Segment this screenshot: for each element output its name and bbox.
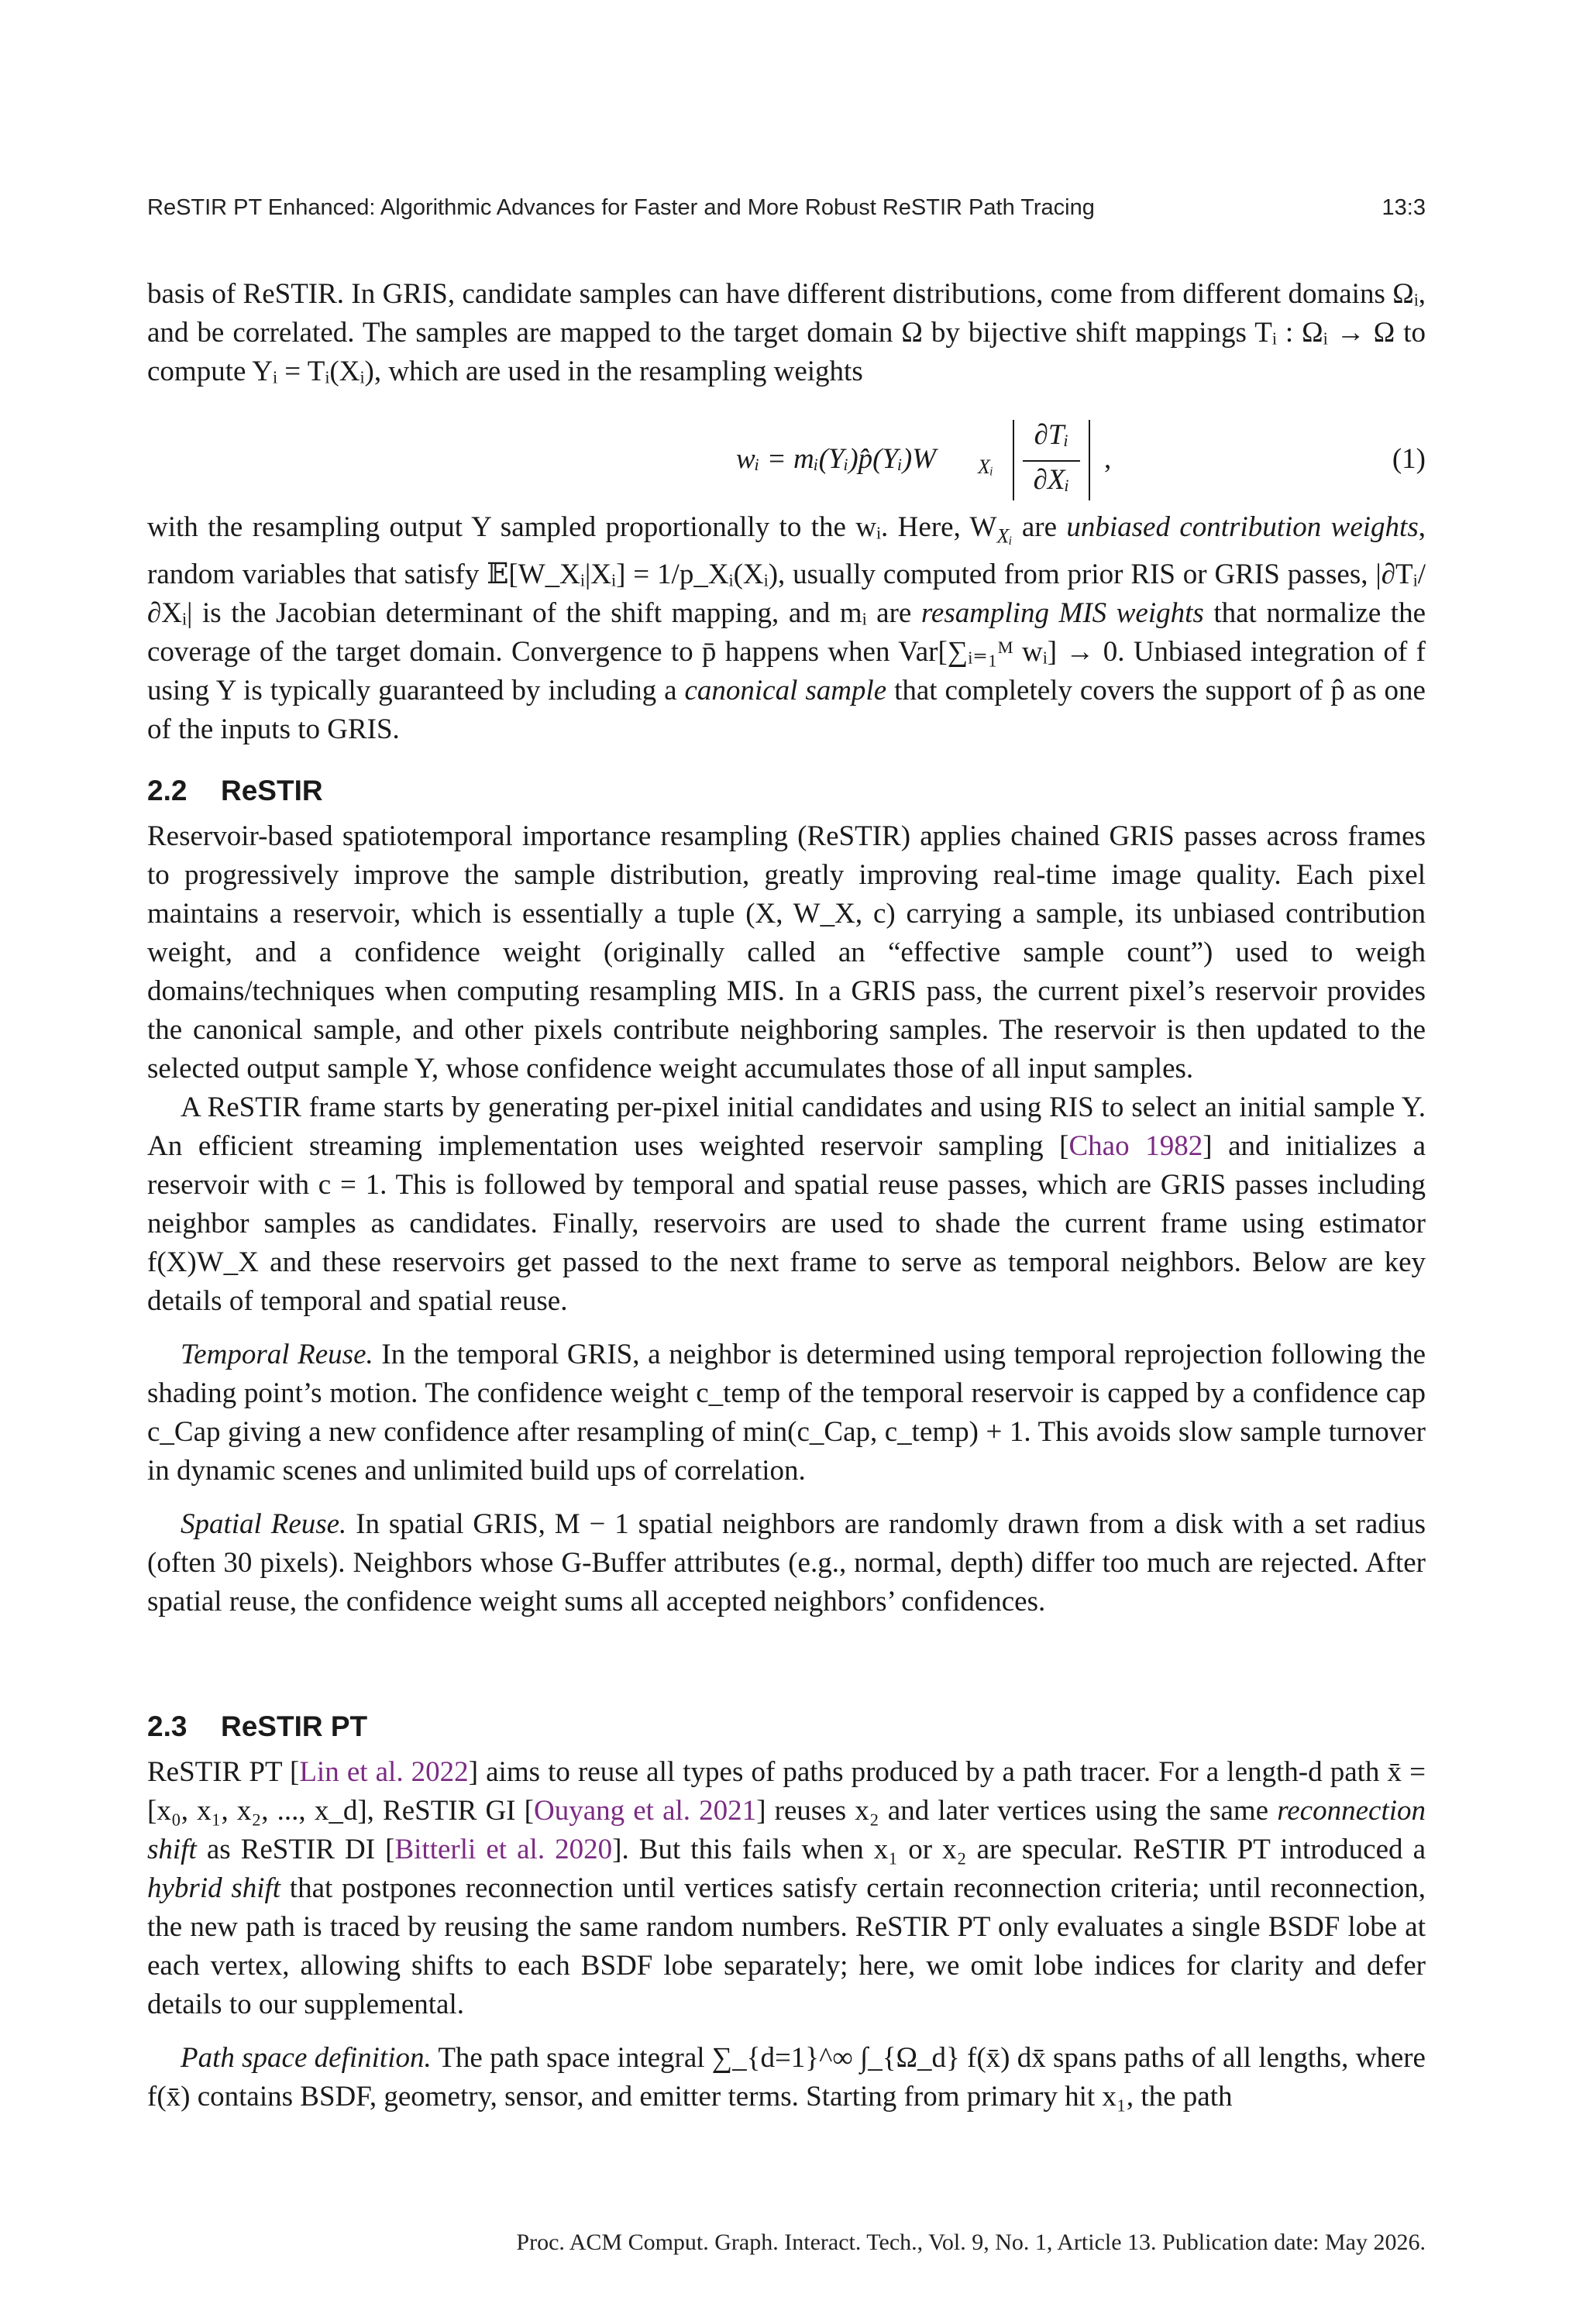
text-run: ReSTIR PT [ [147, 1756, 300, 1788]
text-run: that completely covers the support of p̂ as one of the inputs to GRIS. [147, 675, 1426, 746]
text-run: as ReSTIR DI [ [196, 1834, 395, 1865]
equation-comma: , [1104, 443, 1112, 475]
fraction-numerator: ∂Tᵢ [1034, 419, 1069, 451]
emphasis: hybrid shift [147, 1872, 281, 1904]
text-run: ]. But this fails when x₁ or x₂ are specular. ReSTIR PT introduced a [612, 1834, 1426, 1865]
restir-pt-paragraph [147, 1753, 1426, 2024]
section-2-2-body [147, 817, 1426, 1621]
equation-subscript: Xᵢ [978, 456, 993, 478]
citation-link[interactable]: Ouyang et al. 2021 [533, 1795, 757, 1827]
emphasis: resampling MIS weights [920, 597, 1204, 630]
emphasis: reconnection shift [147, 1795, 1426, 1865]
abs-bar-left [1013, 420, 1014, 500]
text-run: In the temporal GRIS, a neighbor is determined using temporal reprojection following the shading point’s motion. The confidence weight c_temp of the temporal reservoir is capped by a confidence cap c_Cap giving a new confidence after resampling of min(c_Cap, c_temp) + 1. This avoids slow sample turnover in dynamic scenes and unlimited build ups of correlation. [147, 1339, 1426, 1487]
abs-bar-right [1089, 420, 1090, 500]
emphasis: unbiased contribution weights [1066, 511, 1419, 543]
running-title: ReSTIR PT Enhanced: Algorithmic Advances for Faster and More Robust ReSTIR Path Tracing [147, 195, 1095, 220]
section-title: ReSTIR PT [221, 1710, 368, 1742]
section-heading-2-3 [147, 1710, 367, 1743]
text-run: , random variables that satisfy 𝔼[W_Xᵢ|Xᵢ] = 1/p_Xᵢ(Xᵢ), usually computed from prior RIS or GRIS passes, |∂Tᵢ/∂Xᵢ| is the Jacobian determinant of the shift mapping, and mᵢ are [147, 511, 1426, 630]
text-run: that normalize the coverage of the target domain. Convergence to p̄ happens when Var[∑ᵢ₌₁ᴹ wᵢ] → 0. Unbiased integration of f using Y is typically guaranteed by including a [147, 597, 1426, 707]
text-run: The path space integral ∑_{d=1}^∞ ∫_{Ω_d} f(x̄) dx̄ spans paths of all lengths, where f(x̄) contains BSDF, geometry, sensor, and emitter terms. Starting from primary hit x₁, the path [147, 2042, 1426, 2113]
paragraph-heading: Temporal Reuse. [181, 1339, 373, 1370]
fraction-denominator: ∂Xᵢ [1033, 464, 1070, 496]
restir-paragraph-1: Reservoir-based spatiotemporal importance resampling (ReSTIR) applies chained GRIS passes across frames to progressively improve the sample distribution, greatly improving real-time image quality. Each pixel maintains a reservoir, which is essentially a tuple (X, W_X, c) carrying a sample, its unbiased contribution weight, and a confidence weight (originally called an “effective sample count”) used to weigh domains/techniques when computing resampling MIS. In a GRIS pass, the current pixel’s reservoir provides the canonical sample, and other pixels contribute neighboring samples. The reservoir is then updated to the selected output sample Y, whose confidence weight accumulates those of all input samples. [147, 820, 1426, 1085]
text-run: with the resampling output Y sampled proportionally to the wᵢ. Here, W [147, 511, 997, 543]
running-header [147, 195, 1426, 221]
text-run: that postpones reconnection until vertices satisfy certain reconnection criteria; until reconnection, the new path is traced by reusing the same random numbers. ReSTIR PT only evaluates a single BSDF lobe at each vertex, allowing shifts to each BSDF lobe separately; here, we omit lobe indices for clarity and defer details to our supplemental. [147, 1872, 1426, 2020]
emphasis: canonical sample [684, 675, 887, 707]
page-number: 13:3 [1381, 195, 1426, 220]
text-run: In spatial GRIS, M − 1 spatial neighbors are randomly drawn from a disk with a set radius (often 30 pixels). Neighbors whose G-Buffer attributes (e.g., normal, depth) differ too much are rejected. After spatial reuse, the confidence weight sums all accepted neighbors’ confidences. [147, 1508, 1426, 1618]
equation-number: (1) [1392, 443, 1426, 475]
restir-paragraph-2 [147, 1088, 1426, 1321]
intro-paragraph [147, 275, 1426, 391]
temporal-reuse-paragraph [147, 1336, 1426, 1490]
equation-lhs: wᵢ = mᵢ(Yᵢ)p̂(Yᵢ)W [736, 443, 937, 475]
paragraph-heading: Path space definition. [181, 2042, 432, 2074]
fraction-bar [1023, 460, 1080, 462]
page-footer: Proc. ACM Comput. Graph. Interact. Tech., Vol. 9, No. 1, Article 13. Publication date: May 2026. [516, 2229, 1426, 2255]
equation-1 [147, 415, 1426, 508]
citation-link[interactable]: Chao 1982 [1068, 1130, 1203, 1162]
citation-link[interactable]: Bitterli et al. 2020 [394, 1834, 613, 1865]
text-run: ] and initializes a reservoir with c = 1. This is followed by temporal and spatial reuse passes, which are GRIS passes including neighbor samples as candidates. Finally, reservoirs are used to shade the current frame using estimator f(X)W_X and these reservoirs get passed to the next frame to serve as temporal neighbors. Below are key details of temporal and spatial reuse. [147, 1130, 1426, 1317]
text-run: A ReSTIR frame starts by generating per-pixel initial candidates and using RIS to select an initial sample Y. An efficient streaming implementation uses weighted reservoir sampling [ [147, 1092, 1426, 1162]
section-2-3-body [147, 1753, 1426, 2116]
text-run: ] reuses x₂ and later vertices using the same [756, 1795, 1278, 1827]
path-space-paragraph [147, 2039, 1426, 2116]
section-number: 2.3 [147, 1710, 188, 1742]
subscript: Xᵢ [996, 524, 1013, 548]
paragraph-heading: Spatial Reuse. [181, 1508, 347, 1540]
spatial-reuse-paragraph [147, 1505, 1426, 1621]
section-title: ReSTIR [221, 775, 323, 806]
intro-paragraph-continued [147, 508, 1426, 749]
citation-link[interactable]: Lin et al. 2022 [299, 1756, 469, 1788]
text-run: are [1012, 511, 1067, 543]
section-heading-2-2 [147, 775, 323, 807]
equation-body [736, 415, 1170, 508]
text-run: ] aims to reuse all types of paths produced by a path tracer. For a length-d path x̄ = [x₀, x₁, x₂, ..., x_d], ReSTIR GI [ [147, 1756, 1426, 1827]
intro-continued-text [147, 508, 1426, 749]
section-number: 2.2 [147, 775, 188, 806]
intro-text: basis of ReSTIR. In GRIS, candidate samples can have different distributions, come from different domains Ωᵢ, and be correlated. The samples are mapped to the target domain Ω by bijective shift mappings Tᵢ : Ωᵢ → Ω to compute Yᵢ = Tᵢ(Xᵢ), which are used in the resampling weights [147, 278, 1426, 387]
